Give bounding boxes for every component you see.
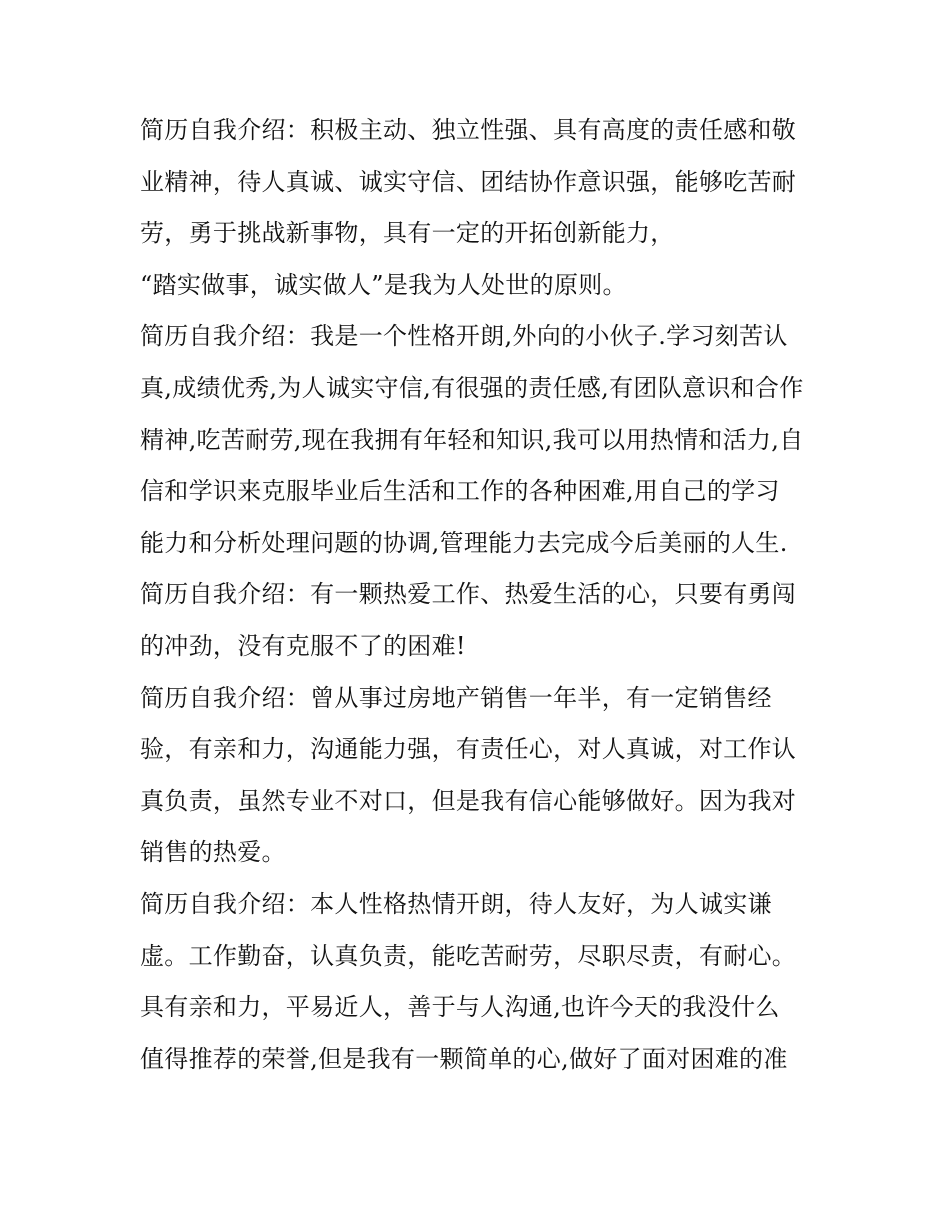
text-line: 劳，勇于挑战新事物，具有一定的开拓创新能力， [140,219,675,248]
text-line: 销售的热爱。 [140,838,286,867]
text-line: 真负责，虽然专业不对口，但是我有信心能够做好。因为我对 [140,786,797,815]
text-line: 精神,吃苦耐劳,现在我拥有年轻和知识,我可以用热情和活力,自 [140,425,804,454]
text-line: 简历自我介绍：积极主动、独立性强、具有高度的责任感和敬 [140,116,797,144]
text-line: 业精神，待人真诚、诚实守信、团结协作意识强，能够吃苦耐 [140,167,797,196]
text-line: 验，有亲和力，沟通能力强，有责任心，对人真诚，对工作认 [140,735,797,764]
text-line: 虚。工作勤奋，认真负责，能吃苦耐劳，尽职尽责，有耐心。 [140,941,797,970]
text-line: 的冲劲，没有克服不了的困难! [140,631,466,660]
text-line: 简历自我介绍：有一颗热爱工作、热爱生活的心，只要有勇闯 [140,580,797,609]
text-line: 简历自我介绍：本人性格热情开朗，待人友好，为人诚实谦 [140,889,772,918]
text-line: 值得推荐的荣誉,但是我有一颗简单的心,做好了面对困难的准 [140,1044,788,1073]
text-line: 简历自我介绍：我是一个性格开朗,外向的小伙子.学习刻苦认 [140,322,788,351]
text-line: 真,成绩优秀,为人诚实守信,有很强的责任感,有团队意识和合作 [140,373,804,402]
text-line: 信和学识来克服毕业后生活和工作的各种困难,用自己的学习 [140,477,780,506]
text-line: “踏实做事，诚实做人”是我为人处世的原则。 [140,270,627,299]
text-line: 具有亲和力，平易近人，善于与人沟通,也许今天的我没什么 [140,993,780,1022]
text-line: 简历自我介绍：曾从事过房地产销售一年半，有一定销售经 [140,683,772,712]
text-line: 能力和分析处理问题的协调,管理能力去完成今后美丽的人生. [140,528,788,557]
document-body [140,105,820,1085]
